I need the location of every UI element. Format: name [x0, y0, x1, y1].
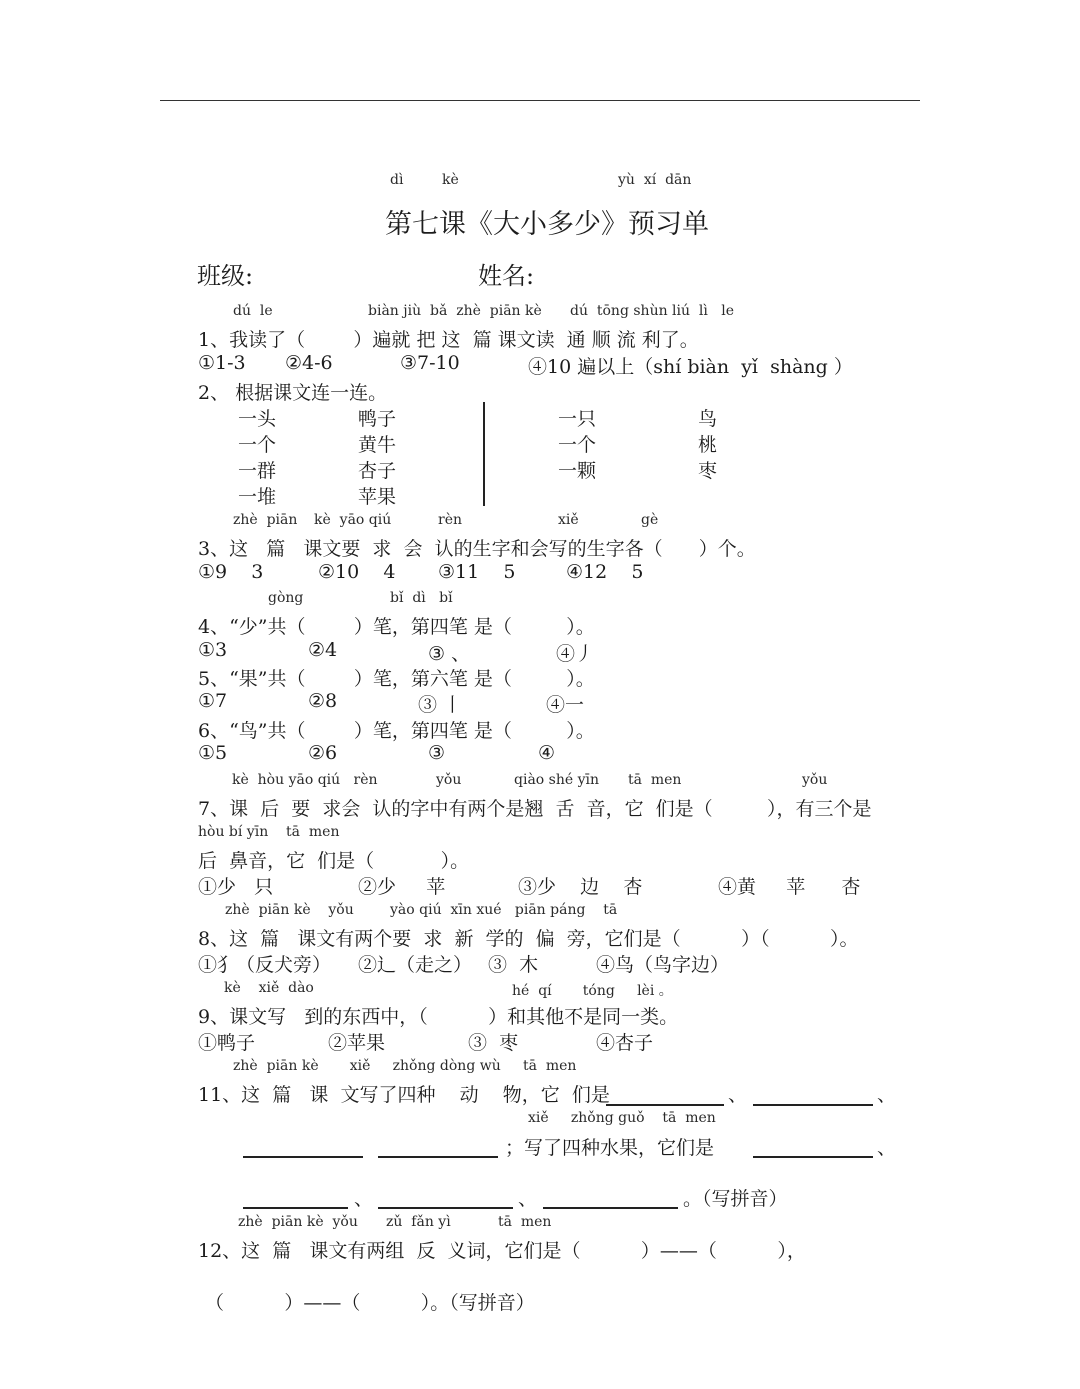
q12-text: 12、这 篇 课文有两组 反 义词，它们是（ ）——（ ），	[198, 1240, 806, 1262]
q11-blank[interactable]	[753, 1104, 873, 1106]
q3-option-3: ③11 5	[438, 561, 516, 583]
q8-option-2: ②辶（走之）	[358, 954, 473, 976]
q2-right-noun: 桃	[698, 434, 718, 456]
q4-pinyin: gòng	[268, 590, 304, 606]
q11-blank[interactable]	[378, 1207, 513, 1209]
q11-separator: 、	[518, 1188, 538, 1210]
q3-pinyin: gè	[641, 512, 659, 528]
q11-end: 。（写拼音）	[683, 1188, 788, 1210]
q2-left-measure: 一个	[238, 434, 277, 456]
q6-text: 6、“鸟”共（ ）笔，第四笔 是（ ）。	[198, 720, 595, 742]
q12-pinyin: zǔ fǎn yì	[386, 1214, 451, 1230]
q2-left-noun: 杏子	[358, 460, 397, 482]
q7-option-3: ③少 边 杏	[518, 876, 643, 898]
q3-pinyin: xiě	[558, 512, 579, 528]
q3-pinyin: zhè piān	[233, 512, 298, 528]
q11-blank[interactable]	[243, 1207, 348, 1209]
q7-pinyin: yǒu	[802, 772, 828, 788]
q3-option-1: ①9 3	[198, 561, 264, 583]
pinyin-yuxidan: yù xí dān	[618, 172, 692, 188]
q2-left-noun: 苹果	[358, 486, 397, 508]
q5-option-1: ①7	[198, 690, 228, 712]
q12-pinyin: tā men	[498, 1214, 552, 1230]
q7-text-2: 后 鼻音，它 们是（ ）。	[198, 850, 470, 872]
q4-pinyin: bǐ dì bǐ	[390, 590, 453, 606]
q7-option-2: ②少 苹	[358, 876, 446, 898]
q11-text: 11、这 篇 课 文写了四种 动 物，它 们是	[198, 1084, 610, 1106]
q6-option-1: ①5	[198, 742, 228, 764]
q1-pinyin-c: dú tōng shùn liú lì le	[570, 303, 734, 319]
q8-option-3: ③ 木	[488, 954, 539, 976]
q7-option-1: ①少 只	[198, 876, 274, 898]
q8-option-1: ①犭（反犬旁）	[198, 954, 332, 976]
top-rule	[160, 100, 920, 101]
pinyin-ke: kè	[442, 172, 459, 188]
name-label: 姓名:	[478, 262, 535, 290]
q7-text: 7、课 后 要 求会 认的字中有两个是翘 舌 音，它 们是（ ），有三个是	[198, 798, 872, 820]
q11-separator: 、	[728, 1084, 748, 1106]
pinyin-di: dì	[390, 172, 404, 188]
q2-right-noun: 枣	[698, 460, 718, 482]
q2-left-noun: 黄牛	[358, 434, 397, 456]
q4-option-3: ③ 、	[428, 643, 471, 665]
q11-fruit-text: ；写了四种水果，它们是	[505, 1137, 715, 1159]
q7-pinyin: kè hòu yāo qiú rèn	[232, 772, 378, 788]
q11-blank[interactable]	[378, 1156, 498, 1158]
q9-option-3: ③ 枣	[468, 1032, 519, 1054]
q2-left-measure: 一头	[238, 408, 277, 430]
q12-pinyin: zhè piān kè yǒu	[238, 1214, 358, 1230]
q5-option-4: ④一	[546, 694, 585, 716]
q2-left-measure: 一群	[238, 460, 277, 482]
q1-pinyin-b: biàn jiù bǎ zhè piān kè	[368, 303, 542, 319]
q11-blank[interactable]	[753, 1156, 873, 1158]
q11-blank[interactable]	[606, 1104, 724, 1106]
q12-text-2: （ ）——（ ）。（写拼音）	[205, 1292, 535, 1314]
q3-pinyin: kè yāo qiú	[314, 512, 392, 528]
q2-right-measure: 一只	[558, 408, 597, 430]
q3-pinyin: rèn	[438, 512, 462, 528]
q11-pinyin: xiě zhǒng guǒ tā men	[528, 1110, 716, 1126]
page-title: 第七课《大小多少》预习单	[385, 209, 709, 240]
q6-option-3: ③	[428, 742, 446, 764]
q1-text: 1、我读了（ ）遍就 把 这 篇 课文读 通 顺 流 利了。	[198, 329, 699, 351]
q8-pinyin: zhè piān kè yǒu	[225, 902, 354, 918]
q3-option-2: ②10 4	[318, 561, 396, 583]
q8-pinyin: yào qiú xīn xué piān páng tā	[390, 902, 618, 918]
q9-option-1: ①鸭子	[198, 1032, 256, 1054]
q2-text: 2、 根据课文连一连。	[198, 382, 388, 404]
q1-option-4: ④10 遍以上（shí biàn yǐ shàng ）	[528, 356, 853, 378]
q9-pinyin: hé qí tóng lèi 。	[512, 983, 673, 999]
q6-option-4: ④	[538, 742, 556, 764]
q4-text: 4、“少”共（ ）笔，第四笔 是（ ）。	[198, 616, 595, 638]
q4-option-2: ②4	[308, 639, 338, 661]
q4-option-4: ④丿	[556, 643, 595, 665]
q1-option-1: ①1-3	[198, 352, 246, 374]
q7-pinyin: yǒu	[436, 772, 462, 788]
q2-right-noun: 鸟	[698, 408, 718, 430]
q11-blank[interactable]	[543, 1207, 678, 1209]
q9-option-4: ④杏子	[596, 1032, 654, 1054]
class-label: 班级:	[197, 262, 254, 290]
q8-option-4: ④鸟（鸟字边）	[596, 954, 730, 976]
q11-separator: 、	[877, 1084, 897, 1106]
q11-pinyin: zhè piān kè xiě zhǒng dòng wù tā men	[233, 1058, 577, 1074]
q2-left-measure: 一堆	[238, 486, 277, 508]
q7-pinyin: tā men	[628, 772, 682, 788]
q5-option-2: ②8	[308, 690, 338, 712]
q5-text: 5、“果”共（ ）笔，第六笔 是（ ）。	[198, 668, 595, 690]
q2-divider	[483, 402, 485, 506]
q1-pinyin-a: dú le	[233, 303, 273, 319]
q1-option-2: ②4-6	[285, 352, 333, 374]
q2-right-measure: 一颗	[558, 460, 597, 482]
q7-option-4: ④黄 苹 杏	[718, 876, 861, 898]
q5-option-3: ③ 丨	[418, 694, 463, 716]
q2-left-noun: 鸭子	[358, 408, 397, 430]
q1-option-3: ③7-10	[400, 352, 460, 374]
q9-option-2: ②苹果	[328, 1032, 386, 1054]
q9-text: 9、课文写 到的东西中，（ ）和其他不是同一类。	[198, 1006, 679, 1028]
q2-right-measure: 一个	[558, 434, 597, 456]
q7-pinyin: hòu bí yīn tā men	[198, 824, 340, 840]
q11-separator: 、	[354, 1188, 374, 1210]
q8-text: 8、这 篇 课文有两个要 求 新 学的 偏 旁，它们是（ ）（ ）。	[198, 928, 859, 950]
q7-pinyin: qiào shé yīn	[514, 772, 600, 788]
q9-pinyin: kè xiě dào	[224, 980, 314, 996]
q6-option-2: ②6	[308, 742, 338, 764]
q11-separator: 、	[877, 1137, 897, 1159]
q11-blank[interactable]	[243, 1156, 363, 1158]
q3-option-4: ④12 5	[566, 561, 644, 583]
q4-option-1: ①3	[198, 639, 228, 661]
q3-text: 3、这 篇 课文要 求 会 认的生字和会写的生字各（ ）个。	[198, 538, 756, 560]
